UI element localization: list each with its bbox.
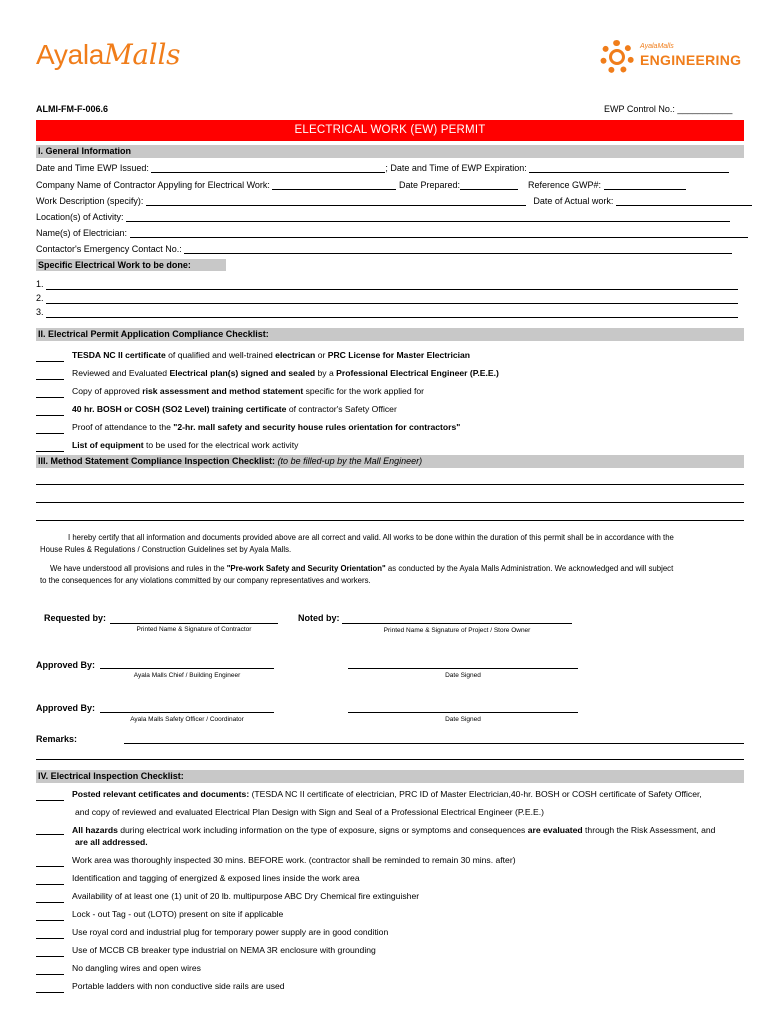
date-issued-field[interactable] xyxy=(151,164,385,173)
compliance-item-1-text: electrican xyxy=(275,350,316,360)
inspection-check-5[interactable] xyxy=(36,902,64,903)
logo-text-malls: Malls xyxy=(104,38,181,71)
compliance-item-2-text: Electrical plan(s) signed and sealed xyxy=(169,368,316,378)
requested-by-label: Requested by: xyxy=(44,613,107,623)
compliance-check-6[interactable] xyxy=(36,451,64,452)
compliance-item-4-text: of contractor's Safety Officer xyxy=(286,404,397,414)
compliance-item-5 xyxy=(72,422,460,432)
noted-by-caption: Printed Name & Signature of Project / Store Owner xyxy=(383,627,531,634)
gear-center xyxy=(609,49,625,65)
approved-by-safety-signature-line[interactable] xyxy=(100,712,274,713)
compliance-item-1-text: TESDA NC II certificate xyxy=(72,350,166,360)
noted-by-signature-line[interactable] xyxy=(342,623,572,624)
certificates-text: (TESDA NC II certificate of electrician, PRC ID of Master Electrician,40-hr. BOSH or COSH certificate of Safety Officer, xyxy=(249,789,702,799)
compliance-item-3 xyxy=(72,386,424,396)
date-actual-label: Date of Actual work: xyxy=(533,196,614,206)
company-field[interactable] xyxy=(272,181,396,190)
inspection-check-4[interactable] xyxy=(36,884,64,885)
inspection-item-7: Use royal cord and industrial plug for temporary power supply are in good condition xyxy=(72,927,389,937)
compliance-item-3-text: specific for the work applied for xyxy=(303,386,425,396)
compliance-item-1 xyxy=(72,350,470,360)
orientation-text-c: as conducted by the Ayala Malls Administration. We acknowledged and will subject xyxy=(385,564,674,573)
approved-by-safety-caption: Ayala Malls Safety Officer / Coordinator xyxy=(130,716,244,723)
date-prepared-field[interactable] xyxy=(460,181,518,190)
specific-work-2-number: 2. xyxy=(36,293,44,303)
specific-work-heading: Specific Electrical Work to be done: xyxy=(36,259,226,271)
ewp-control-number: EWP Control No.: ___________ xyxy=(604,104,733,114)
date-signed-caption-1: Date Signed xyxy=(445,672,481,679)
compliance-check-2[interactable] xyxy=(36,379,64,380)
specific-work-1-number: 1. xyxy=(36,279,44,289)
inspection-item-hazards-cont: are all addressed. xyxy=(75,837,148,847)
work-description-field[interactable] xyxy=(146,197,526,206)
inspection-item-hazards xyxy=(72,825,715,835)
method-statement-note: (to be filled-up by the Mall Engineer) xyxy=(277,456,423,466)
section-method-statement-heading xyxy=(36,455,744,468)
inspection-check-9[interactable] xyxy=(36,974,64,975)
approved-by-safety-label: Approved By: xyxy=(36,703,96,713)
hazards-text: during electrical work including information on the type of exposure, signs or symptoms and consequences xyxy=(117,825,528,835)
compliance-item-1-text: of qualified and well-trained xyxy=(165,350,276,360)
date-issued-row xyxy=(36,163,729,173)
compliance-item-5-text: "2-hr. mall safety and security house rules orientation for contractors" xyxy=(173,422,461,432)
inspection-check-certificates[interactable] xyxy=(36,800,64,801)
permit-title: ELECTRICAL WORK (EW) PERMIT xyxy=(36,120,744,141)
inspection-check-10[interactable] xyxy=(36,992,64,993)
approved-by-chief-caption: Ayala Malls Chief / Building Engineer xyxy=(133,672,241,679)
electrician-row xyxy=(36,228,748,238)
compliance-check-3[interactable] xyxy=(36,397,64,398)
inspection-item-certificates-cont: and copy of reviewed and evaluated Electrical Plan Design with Sign and Seal of a Professional Electrical Engineer (P.E.E.) xyxy=(75,807,544,817)
inspection-check-7[interactable] xyxy=(36,938,64,939)
emergency-contact-row xyxy=(36,244,732,254)
certify-line-1: I hereby certify that all information and documents provided above are all correct and valid. All works to be done within the duration of this permit shall be in accordance with the xyxy=(68,533,674,542)
section-inspection-heading: IV. Electrical Inspection Checklist: xyxy=(36,770,744,783)
form-code: ALMI-FM-F-006.6 xyxy=(36,104,108,114)
compliance-item-6-text: to be used for the electrical work activity xyxy=(143,440,299,450)
specific-work-3-number: 3. xyxy=(36,307,44,317)
compliance-item-6-text: List of equipment xyxy=(72,440,144,450)
orientation-line-1 xyxy=(50,563,673,575)
inspection-item-9: No dangling wires and open wires xyxy=(72,963,201,973)
date-signed-caption-2: Date Signed xyxy=(445,716,481,723)
inspection-item-3: Work area was thoroughly inspected 30 mins. BEFORE work. (contractor shall be reminded to remain 30 mins. after) xyxy=(72,855,516,865)
compliance-item-3-text: risk assessment and method statement xyxy=(142,386,304,396)
remarks-line-1[interactable] xyxy=(124,743,744,744)
engineering-logo-text: ENGINEERING xyxy=(640,52,742,68)
compliance-item-2-text: Reviewed and Evaluated xyxy=(72,368,170,378)
compliance-check-1[interactable] xyxy=(36,361,64,362)
date-actual-field[interactable] xyxy=(616,197,752,206)
location-field[interactable] xyxy=(126,213,730,222)
logo-text-ayala: Ayala xyxy=(36,39,105,70)
emergency-contact-field[interactable] xyxy=(184,245,732,254)
section-general-heading: I. General Information xyxy=(36,145,744,158)
work-description-row xyxy=(36,196,752,206)
specific-work-3-field[interactable] xyxy=(46,317,738,318)
date-expiration-field[interactable] xyxy=(529,164,729,173)
compliance-item-2-text: Professional Electrical Engineer (P.E.E.) xyxy=(336,368,499,378)
compliance-item-4 xyxy=(72,404,397,414)
compliance-item-2 xyxy=(72,368,499,378)
ayala-malls-logo xyxy=(36,38,180,71)
remarks-line-2[interactable] xyxy=(36,759,744,760)
company-row xyxy=(36,180,686,190)
inspection-item-5: Availability of at least one (1) unit of 20 lb. multipurpose ABC Dry Chemical fire extinguisher xyxy=(72,891,420,901)
method-statement-line-3[interactable] xyxy=(36,520,744,521)
date-issued-label: Date and Time EWP Issued: xyxy=(36,163,149,173)
emergency-contact-label: Contactor's Emergency Contact No.: xyxy=(36,244,182,254)
section-compliance-heading: II. Electrical Permit Application Compliance Checklist: xyxy=(36,328,744,341)
noted-by-label: Noted by: xyxy=(298,613,340,623)
date-signed-line-1[interactable] xyxy=(348,668,578,669)
inspection-check-8[interactable] xyxy=(36,956,64,957)
method-statement-heading-text: III. Method Statement Compliance Inspection Checklist: xyxy=(38,456,276,466)
compliance-check-4[interactable] xyxy=(36,415,64,416)
compliance-item-4-text: 40 hr. BOSH or COSH (SO2 Level) training certificate xyxy=(72,404,287,414)
inspection-item-4: Identification and tagging of energized & exposed lines inside the work area xyxy=(72,873,360,883)
electrician-label: Name(s) of Electrician: xyxy=(36,228,128,238)
specific-work-1-field[interactable] xyxy=(46,289,738,290)
hazards-heading: All hazards xyxy=(72,825,118,835)
date-prepared-label: Date Prepared: xyxy=(398,180,461,190)
compliance-item-5-text: Proof of attendance to the xyxy=(72,422,174,432)
compliance-item-6 xyxy=(72,440,298,450)
inspection-item-certificates xyxy=(72,789,702,799)
inspection-check-6[interactable] xyxy=(36,920,64,921)
inspection-item-10: Portable ladders with non conductive side rails are used xyxy=(72,981,285,991)
orientation-line-2: to the consequences for any violations committed by our company representatives and workers. xyxy=(40,576,371,585)
reference-gwp-label: Reference GWP#: xyxy=(528,180,602,190)
approved-by-chief-signature-line[interactable] xyxy=(100,668,274,669)
inspection-check-hazards[interactable] xyxy=(36,834,64,835)
requested-by-signature-line[interactable] xyxy=(110,623,278,624)
specific-work-2-field[interactable] xyxy=(46,303,738,304)
inspection-check-3[interactable] xyxy=(36,866,64,867)
remarks-label: Remarks: xyxy=(36,734,78,744)
hazards-text-end: through the Risk Assessment, and xyxy=(582,825,716,835)
certify-line-2: House Rules & Regulations / Construction Guidelines set by Ayala Malls. xyxy=(40,545,292,554)
location-row xyxy=(36,212,730,222)
compliance-item-1-text: PRC License for Master Electrician xyxy=(327,350,471,360)
requested-by-caption: Printed Name & Signature of Contractor xyxy=(136,626,252,633)
reference-gwp-field[interactable] xyxy=(604,181,686,190)
company-label: Company Name of Contractor Appyling for Electrical Work: xyxy=(36,180,270,190)
approved-by-chief-label: Approved By: xyxy=(36,660,96,670)
inspection-item-6: Lock - out Tag - out (LOTO) present on site if applicable xyxy=(72,909,284,919)
hazards-evaluated: are evaluated xyxy=(527,825,583,835)
date-expiration-label: ; Date and Time of EWP Expiration: xyxy=(385,163,527,173)
location-label: Location(s) of Activity: xyxy=(36,212,124,222)
orientation-text-a: We have understood all provisions and rules in the xyxy=(50,564,227,573)
engineering-logo-small: AyalaMalls xyxy=(640,43,674,50)
electrician-field[interactable] xyxy=(130,229,748,238)
orientation-title: "Pre-work Safety and Security Orientation" xyxy=(226,564,386,573)
compliance-item-1-text: or xyxy=(315,350,328,360)
compliance-item-3-text: Copy of approved xyxy=(72,386,143,396)
compliance-item-2-text: by a xyxy=(315,368,337,378)
work-description-label: Work Description (specify): xyxy=(36,196,144,206)
certificates-heading: Posted relevant cetificates and documents: xyxy=(72,789,250,799)
method-statement-line-2[interactable] xyxy=(36,502,744,503)
compliance-check-5[interactable] xyxy=(36,433,64,434)
method-statement-line-1[interactable] xyxy=(36,484,744,485)
inspection-item-8: Use of MCCB CB breaker type industrial on NEMA 3R enclosure with grounding xyxy=(72,945,376,955)
date-signed-line-2[interactable] xyxy=(348,712,578,713)
